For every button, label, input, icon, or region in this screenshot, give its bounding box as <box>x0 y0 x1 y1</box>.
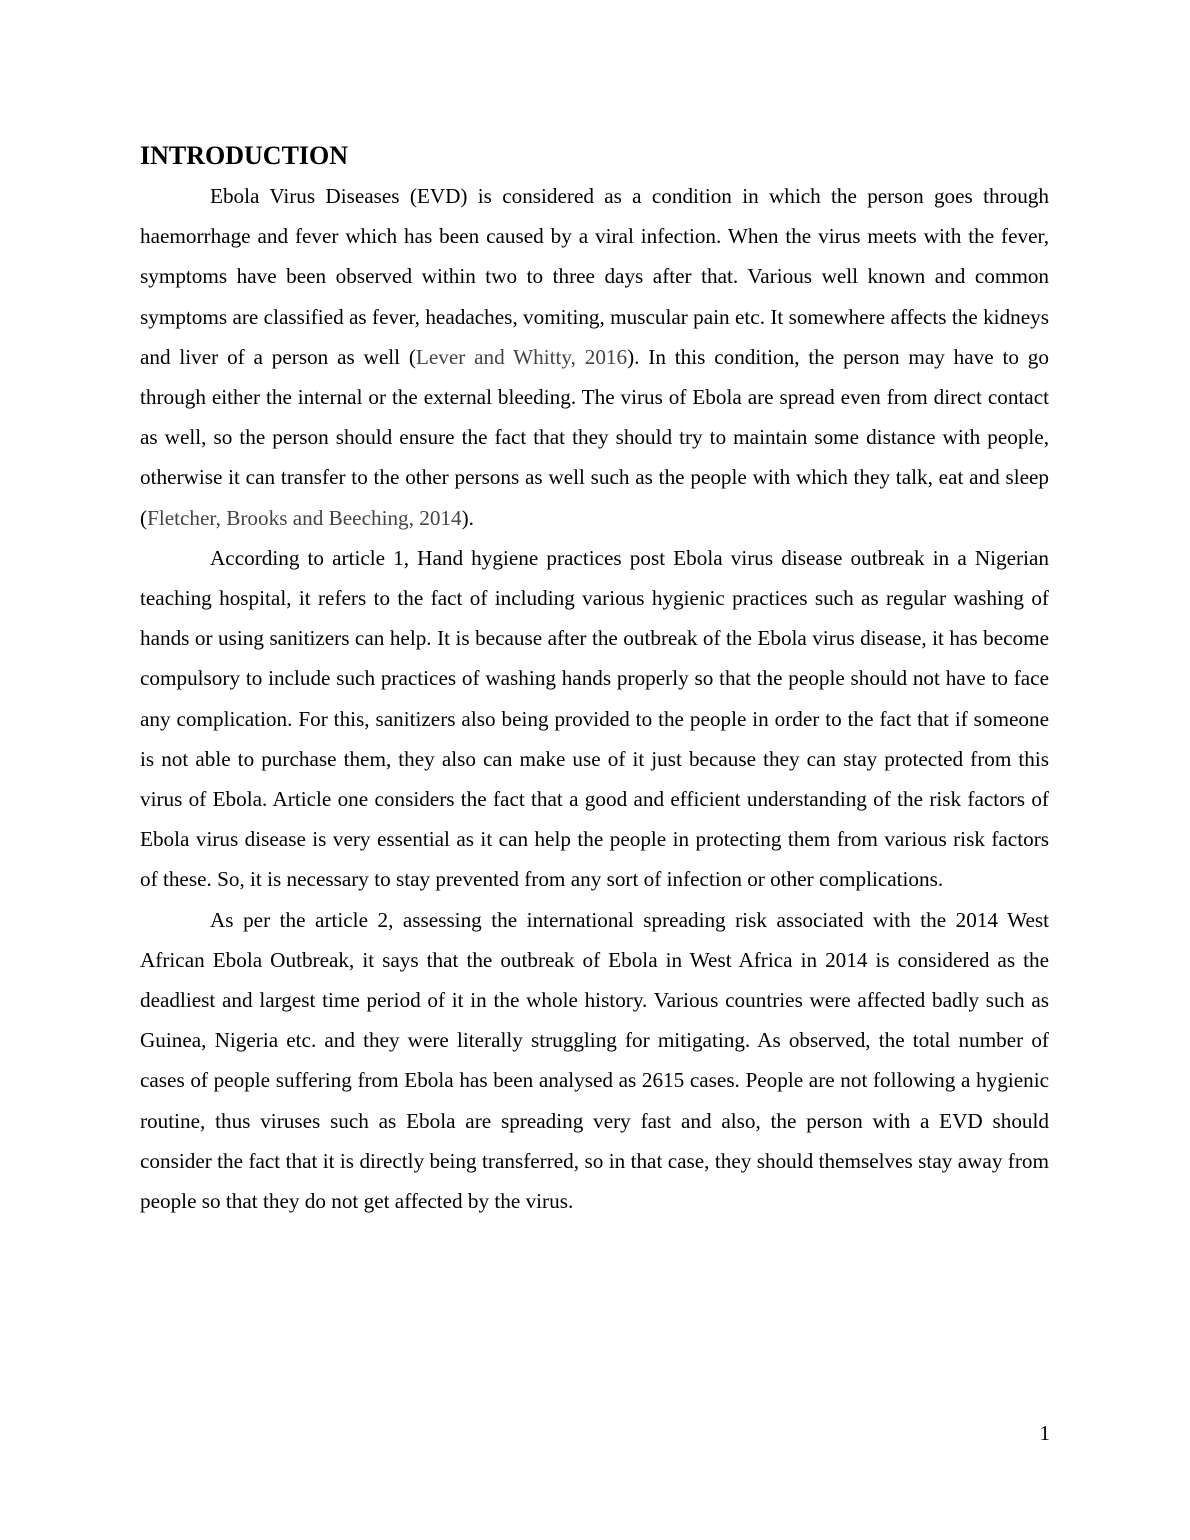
paragraph-1 <box>140 176 1049 538</box>
citation-fletcher-brooks-beeching: Fletcher, Brooks and Beeching, 2014 <box>147 505 462 530</box>
page-content <box>140 138 1049 1221</box>
citation-lever-whitty: Lever and Whitty, 2016 <box>415 344 628 369</box>
paragraph-3: As per the article 2, assessing the international spreading risk associated with the 2014 West African Ebola Outbreak, it says that the outbreak of Ebola in West Africa in 2014 is considered as the deadliest and largest time period of it in the whole history. Various countries were affected badly such as Guinea, Nigeria etc. and they were literally struggling for mitigating. As observed, the total number of cases of people suffering from Ebola has been analysed as 2615 cases. People are not following a hygienic routine, thus viruses such as Ebola are spreading very fast and also, the person with a EVD should consider the fact that it is directly being transferred, so in that case, they should themselves stay away from people so that they do not get affected by the virus. <box>140 907 1049 1214</box>
section-heading: INTRODUCTION <box>140 141 349 170</box>
paragraph-2: According to article 1, Hand hygiene practices post Ebola virus disease outbreak in a Nigerian teaching hospital, it refers to the fact of including various hygienic practices such as regular washing of hands or using sanitizers can help. It is because after the outbreak of the Ebola virus disease, it has become compulsory to include such practices of washing hands properly so that the people should not have to face any complication. For this, sanitizers also being provided to the people in order to the fact that if someone is not able to purchase them, they also can make use of it just because they can stay protected from this virus of Ebola. Article one considers the fact that a good and efficient understanding of the risk factors of Ebola virus disease is very essential as it can help the people in protecting them from various risk factors of these. So, it is necessary to stay prevented from any sort of infection or other complications. <box>140 545 1049 892</box>
paragraph-1-text-start: Ebola Virus Diseases (EVD) is considered as a condition in which the person goes through haemorrhage and fever which has been caused by a viral infection. When the virus meets with the fever, symptoms have been observed within two to three days after that. Various well known and common symptoms are classified as fever, headaches, vomiting, muscular pain etc. It somewhere affects the kidneys and liver of a person as well ( <box>140 184 1049 369</box>
paragraph-1-text-middle: ). In this condition, the person may have to go through either the internal or the external bleeding. The virus of Ebola are spread even from direct contact as well, so the person should ensure the fact that they should try to maintain some distance with people, otherwise it can transfer to the other persons as well such as the people with which they talk, eat and sleep ( <box>140 344 1049 530</box>
page-number: 1 <box>1039 1421 1050 1445</box>
paragraph-1-text-end: ). <box>461 505 474 530</box>
